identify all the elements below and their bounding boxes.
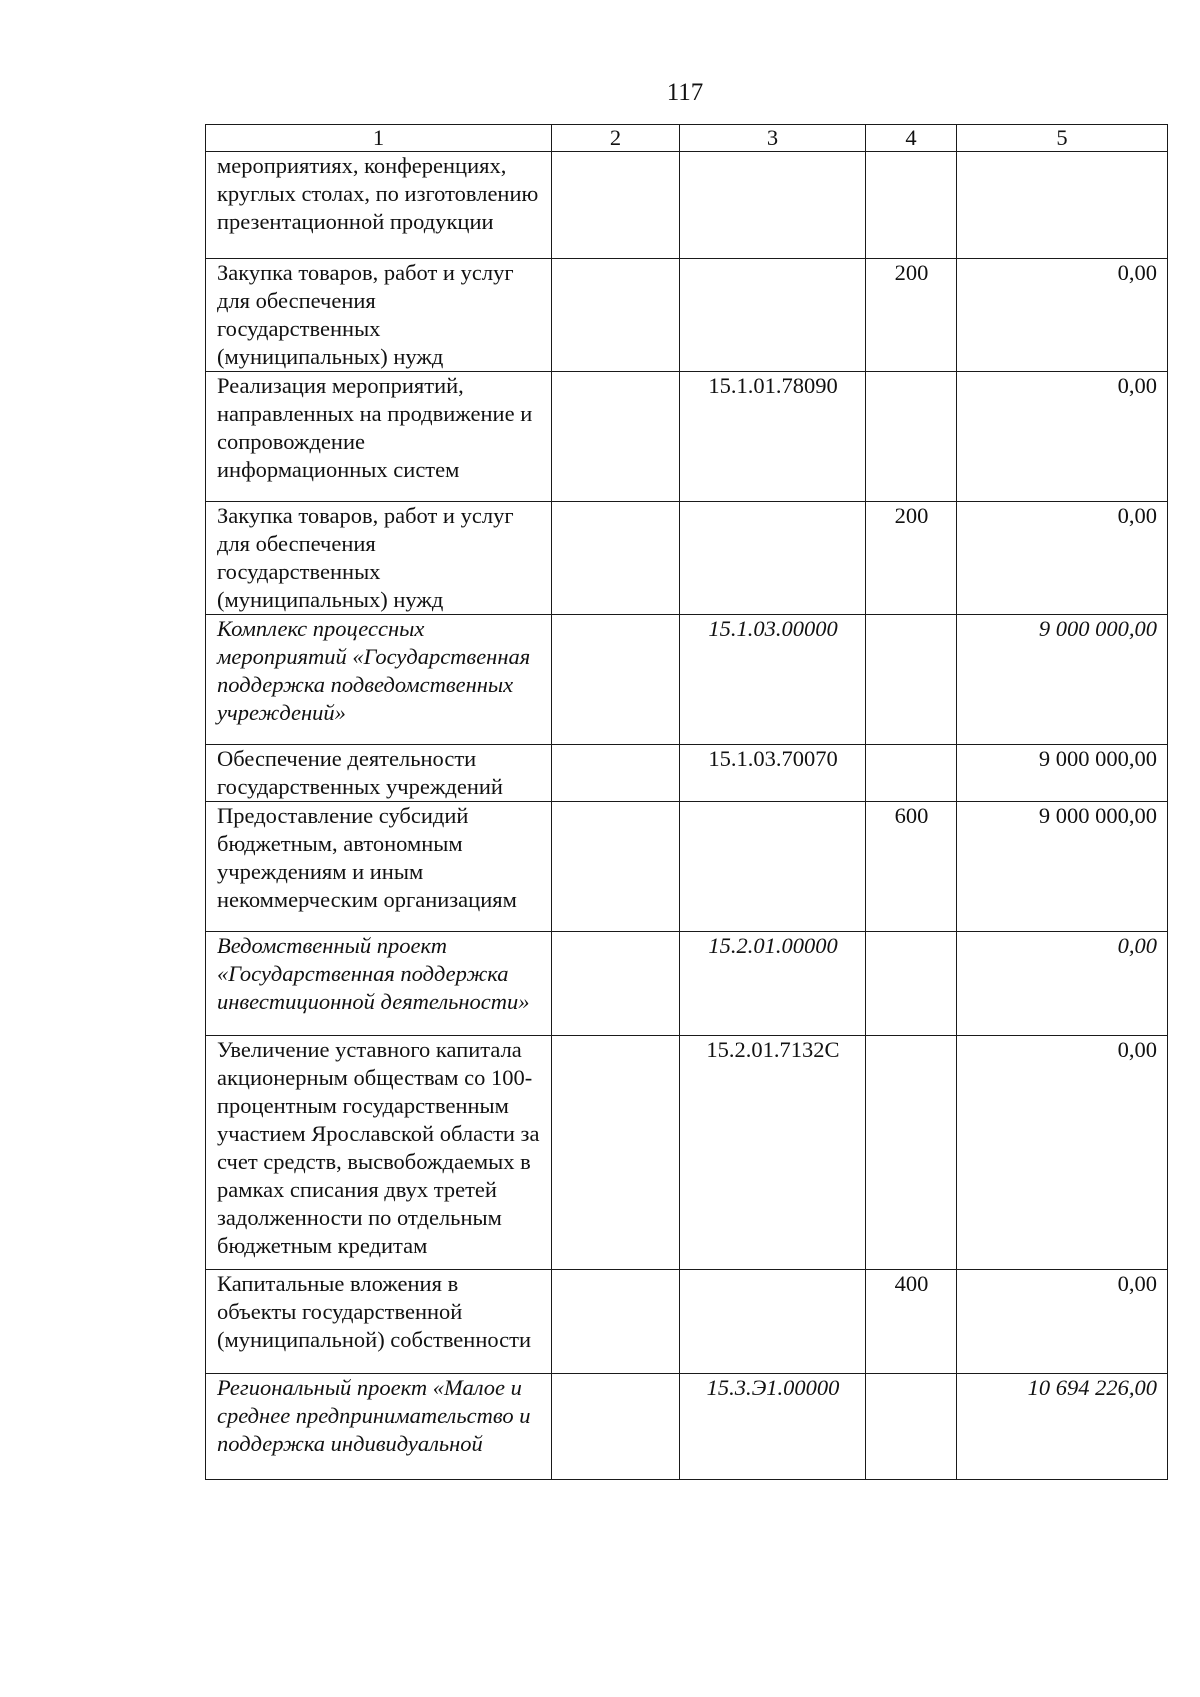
column-header-4: 4 <box>866 125 957 152</box>
table-row <box>206 372 1168 502</box>
table-row <box>206 615 1168 745</box>
row-type-cell <box>866 1036 957 1270</box>
row-name-cell: Предоставление субсидий бюджетным, автономным учреждениям и иным некоммерческим организациям <box>206 802 552 932</box>
table-row <box>206 1036 1168 1270</box>
table-body <box>206 152 1168 1480</box>
row-amount-cell: 0,00 <box>957 932 1168 1036</box>
column-header-3: 3 <box>680 125 866 152</box>
row-col2-cell <box>552 259 680 372</box>
row-type-cell: 200 <box>866 259 957 372</box>
table-row <box>206 502 1168 615</box>
row-amount-cell: 0,00 <box>957 259 1168 372</box>
row-col2-cell <box>552 932 680 1036</box>
row-col2-cell <box>552 1036 680 1270</box>
row-amount-cell: 9 000 000,00 <box>957 615 1168 745</box>
row-type-cell: 200 <box>866 502 957 615</box>
row-code-cell: 15.2.01.00000 <box>680 932 866 1036</box>
table-row <box>206 932 1168 1036</box>
row-amount-cell: 0,00 <box>957 1270 1168 1374</box>
row-col2-cell <box>552 802 680 932</box>
column-header-5: 5 <box>957 125 1168 152</box>
page-number: 117 <box>666 79 704 106</box>
row-col2-cell <box>552 372 680 502</box>
row-type-cell: 600 <box>866 802 957 932</box>
row-amount-cell: 0,00 <box>957 372 1168 502</box>
row-amount-cell: 0,00 <box>957 1036 1168 1270</box>
row-col2-cell <box>552 745 680 802</box>
table-header-row <box>206 125 1168 152</box>
row-code-cell <box>680 802 866 932</box>
row-col2-cell <box>552 1374 680 1480</box>
row-col2-cell <box>552 152 680 259</box>
row-name-cell: Реализация мероприятий, направленных на продвижение и сопровождение информационных систем <box>206 372 552 502</box>
table-row <box>206 802 1168 932</box>
row-name-cell: мероприятиях, конференциях, круглых столах, по изготовлению презентационной продукции <box>206 152 552 259</box>
row-type-cell <box>866 745 957 802</box>
row-code-cell <box>680 1270 866 1374</box>
row-amount-cell: 10 694 226,00 <box>957 1374 1168 1480</box>
row-type-cell <box>866 615 957 745</box>
row-name-cell: Капитальные вложения в объекты государственной (муниципальной) собственности <box>206 1270 552 1374</box>
row-amount-cell: 0,00 <box>957 502 1168 615</box>
table-row <box>206 745 1168 802</box>
row-type-cell <box>866 932 957 1036</box>
row-code-cell <box>680 259 866 372</box>
row-code-cell: 15.1.03.70070 <box>680 745 866 802</box>
row-amount-cell <box>957 152 1168 259</box>
row-type-cell <box>866 372 957 502</box>
table-row <box>206 152 1168 259</box>
table-row <box>206 259 1168 372</box>
column-header-1: 1 <box>206 125 552 152</box>
row-amount-cell: 9 000 000,00 <box>957 802 1168 932</box>
row-code-cell: 15.2.01.7132С <box>680 1036 866 1270</box>
row-name-cell: Обеспечение деятельности государственных учреждений <box>206 745 552 802</box>
table-row <box>206 1270 1168 1374</box>
row-name-cell: Ведомственный проект «Государственная поддержка инвестиционной деятельности» <box>206 932 552 1036</box>
row-amount-cell: 9 000 000,00 <box>957 745 1168 802</box>
row-name-cell: Комплекс процессных мероприятий «Государственная поддержка подведомственных учреждений» <box>206 615 552 745</box>
row-code-cell <box>680 152 866 259</box>
column-header-2: 2 <box>552 125 680 152</box>
row-col2-cell <box>552 615 680 745</box>
row-code-cell: 15.3.Э1.00000 <box>680 1374 866 1480</box>
row-name-cell: Закупка товаров, работ и услуг для обеспечения государственных (муниципальных) нужд <box>206 259 552 372</box>
budget-table <box>205 124 1168 1480</box>
row-col2-cell <box>552 1270 680 1374</box>
row-type-cell: 400 <box>866 1270 957 1374</box>
row-name-cell: Региональный проект «Малое и среднее предпринимательство и поддержка индивидуальной <box>206 1374 552 1480</box>
row-name-cell: Закупка товаров, работ и услуг для обеспечения государственных (муниципальных) нужд <box>206 502 552 615</box>
row-col2-cell <box>552 502 680 615</box>
row-type-cell <box>866 152 957 259</box>
row-type-cell <box>866 1374 957 1480</box>
row-code-cell <box>680 502 866 615</box>
row-code-cell: 15.1.03.00000 <box>680 615 866 745</box>
row-name-cell: Увеличение уставного капитала акционерным обществам со 100-процентным государственным участием Ярославской области за счет средств, высвобождаемых в рамках списания двух третей задолженности по отдельным бюджетным кредитам <box>206 1036 552 1270</box>
row-code-cell: 15.1.01.78090 <box>680 372 866 502</box>
table-row <box>206 1374 1168 1480</box>
